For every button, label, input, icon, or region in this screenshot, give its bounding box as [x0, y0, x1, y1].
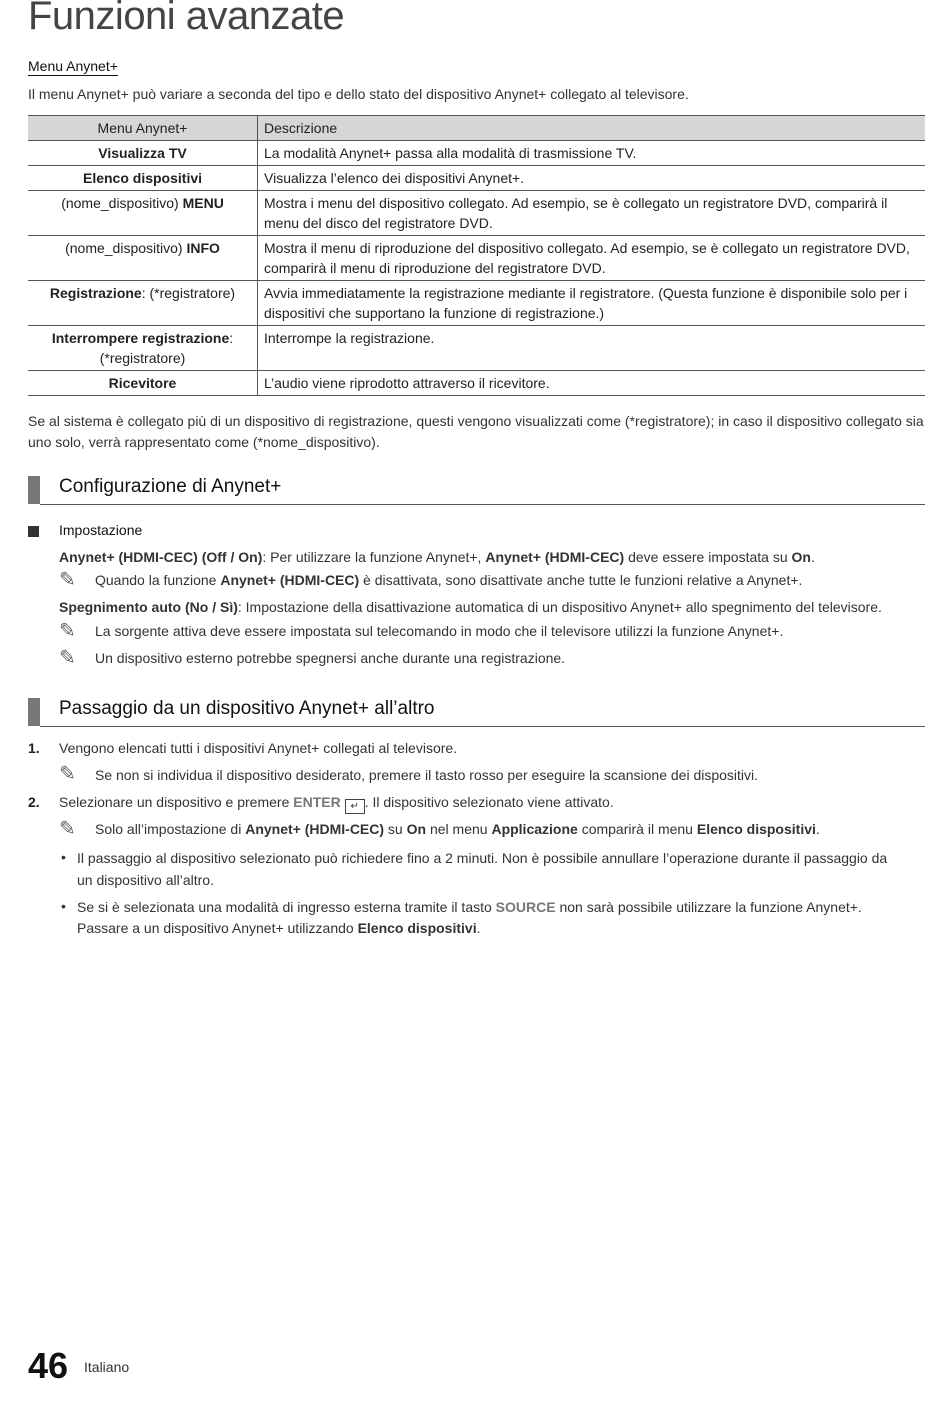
section-marker-bar — [28, 476, 40, 504]
note-text — [95, 572, 802, 588]
section-title-switch: Passaggio da un dispositivo Anynet+ all’altro — [59, 698, 435, 719]
note-part: . — [815, 821, 820, 837]
table-header-menu: Menu Anynet+ — [28, 116, 258, 141]
setting-label: Spegnimento auto (No / Sì) — [59, 599, 238, 615]
pencil-note-icon: ✎ — [59, 763, 76, 785]
menu-plain-text: : (*registratore) — [141, 285, 236, 301]
bullet-text — [77, 899, 862, 915]
note-bold: On — [406, 821, 427, 837]
menu-bold-text: INFO — [186, 240, 220, 256]
note-bold: Anynet+ (HDMI-CEC) — [245, 821, 385, 837]
section-divider — [40, 726, 925, 727]
page-number: 46 — [28, 1345, 69, 1386]
table-cell-menu — [28, 236, 258, 281]
table-row — [28, 166, 925, 191]
table-cell-desc: Visualizza l’elenco dei dispositivi Anynet+. — [258, 166, 926, 191]
table-row — [28, 371, 925, 396]
note-part: Solo all’impostazione di — [95, 821, 246, 837]
setting-bold: Anynet+ (HDMI-CEC) — [485, 549, 625, 565]
step-text — [59, 794, 614, 814]
setting-text: : Impostazione della disattivazione automatica di un dispositivo Anynet+ allo spegnimento del televisore. — [237, 599, 882, 615]
anynet-menu-table — [28, 115, 925, 396]
note-text — [95, 821, 820, 837]
menu-intro-text: Il menu Anynet+ può variare a seconda del tipo e dello stato del dispositivo Anynet+ collegato al televisore. — [28, 86, 689, 102]
table-row — [28, 191, 925, 236]
bullet-dot-icon: • — [61, 849, 66, 865]
section-marker-bar — [28, 698, 40, 726]
bullet-bold: Elenco dispositivi — [357, 920, 477, 936]
table-header-description: Descrizione — [258, 116, 926, 141]
setting-text: deve essere impostata su — [624, 549, 792, 565]
menu-plain-text: (nome_dispositivo) — [65, 240, 183, 256]
bullet-dot-icon: • — [61, 898, 66, 914]
bullet-part: . — [476, 920, 481, 936]
table-row — [28, 236, 925, 281]
table-cell-desc: L’audio viene riprodotto attraverso il ricevitore. — [258, 371, 926, 396]
note-bold: Elenco dispositivi — [696, 821, 816, 837]
setting-anynet-hdmi-cec — [59, 549, 815, 565]
pencil-note-icon: ✎ — [59, 647, 76, 669]
table-cell-desc: La modalità Anynet+ passa alla modalità di trasmissione TV. — [258, 141, 926, 166]
menu-plain-text: (nome_dispositivo) — [61, 195, 179, 211]
table-row — [28, 326, 925, 371]
setting-label: Anynet+ (HDMI-CEC) (Off / On) — [59, 549, 263, 565]
step-number: 2. — [28, 794, 40, 810]
step-part: Selezionare un dispositivo e premere — [59, 794, 294, 810]
setting-spegnimento-auto — [59, 599, 882, 615]
note-bold: Anynet+ (HDMI-CEC) — [220, 572, 360, 588]
step-number: 1. — [28, 740, 40, 756]
table-cell-desc: Avvia immediatamente la registrazione mediante il registratore. (Questa funzione è disponibile solo per i dispositivi che supportano la funzione di registrazione.) — [258, 281, 926, 326]
table-row — [28, 141, 925, 166]
sub-heading-impostazione: Impostazione — [59, 522, 143, 538]
menu-anynet-heading: Menu Anynet+ — [28, 58, 118, 74]
table-header-row — [28, 116, 925, 141]
page-language: Italiano — [84, 1359, 130, 1375]
menu-bold-text: Interrompere registrazione — [51, 330, 230, 346]
section-divider — [40, 504, 925, 505]
table-cell-menu: Elenco dispositivi — [28, 166, 258, 191]
table-cell-menu — [28, 281, 258, 326]
note-bold: Applicazione — [491, 821, 578, 837]
setting-text: . — [810, 549, 815, 565]
menu-bold-text: Registrazione — [49, 285, 142, 301]
bullet-text: Il passaggio al dispositivo selezionato può richiedere fino a 2 minuti. Non è possibile annullare l’operazione durante il passaggio da — [77, 850, 888, 866]
menu-plain-text: : (*registratore) — [99, 330, 234, 366]
menu-bold-text: MENU — [182, 195, 224, 211]
table-cell-menu: Ricevitore — [28, 371, 258, 396]
setting-text: : Per utilizzare la funzione Anynet+, — [262, 549, 486, 565]
table-cell-desc: Mostra il menu di riproduzione del dispositivo collegato. Ad esempio, se è collegato un registratore DVD, comparirà il menu di riproduzione del registratore DVD. — [258, 236, 926, 281]
table-cell-desc: Mostra i menu del dispositivo collegato. Ad esempio, se è collegato un registratore DVD, comparirà il menu del disco del registratore DVD. — [258, 191, 926, 236]
note-part: è disattivata, sono disattivate anche tutte le funzioni relative a Anynet+. — [359, 572, 803, 588]
bullet-text: un dispositivo all’altro. — [77, 872, 214, 888]
note-part: Quando la funzione — [95, 572, 221, 588]
source-key-label: SOURCE — [495, 899, 556, 915]
note-part: nel menu — [426, 821, 492, 837]
step-text: Vengono elencati tutti i dispositivi Anynet+ collegati al televisore. — [59, 740, 458, 756]
note-part: su — [384, 821, 407, 837]
table-row — [28, 281, 925, 326]
table-cell-desc: Interrompe la registrazione. — [258, 326, 926, 371]
bullet-text — [77, 920, 480, 936]
recorder-note-paragraph: Se al sistema è collegato più di un dispositivo di registrazione, questi vengono visualizzati come (*registratore); in caso il dispositivo collegato sia uno solo, verrà rappresentato come (*nome_dispositivo). — [28, 413, 924, 450]
pencil-note-icon: ✎ — [59, 620, 76, 642]
step-part: . Il dispositivo selezionato viene attivato. — [364, 794, 614, 810]
table-cell-menu — [28, 326, 258, 371]
table-cell-menu — [28, 191, 258, 236]
note-part: comparirà il menu — [577, 821, 697, 837]
setting-bold: On — [791, 549, 811, 565]
enter-key-icon: ↵ — [345, 799, 365, 814]
pencil-note-icon: ✎ — [59, 569, 76, 591]
table-cell-menu: Visualizza TV — [28, 141, 258, 166]
note-text: Se non si individua il dispositivo desiderato, premere il tasto rosso per eseguire la scansione dei dispositivi. — [95, 767, 759, 783]
section-title-config: Configurazione di Anynet+ — [59, 476, 282, 497]
pencil-note-icon: ✎ — [59, 818, 76, 840]
note-text: Un dispositivo esterno potrebbe spegnersi anche durante una registrazione. — [95, 650, 566, 666]
bullet-part: non sarà possibile utilizzare la funzione Anynet+. — [555, 899, 862, 915]
bullet-part: Passare a un dispositivo Anynet+ utilizzando — [77, 920, 358, 936]
square-bullet-icon — [28, 526, 39, 537]
page-title: Funzioni avanzate — [28, 0, 345, 38]
note-text: La sorgente attiva deve essere impostata sul telecomando in modo che il televisore utilizzi la funzione Anynet+. — [95, 623, 784, 639]
enter-key-label: ENTER — [293, 794, 341, 810]
bullet-part: Se si è selezionata una modalità di ingresso esterna tramite il tasto — [77, 899, 496, 915]
